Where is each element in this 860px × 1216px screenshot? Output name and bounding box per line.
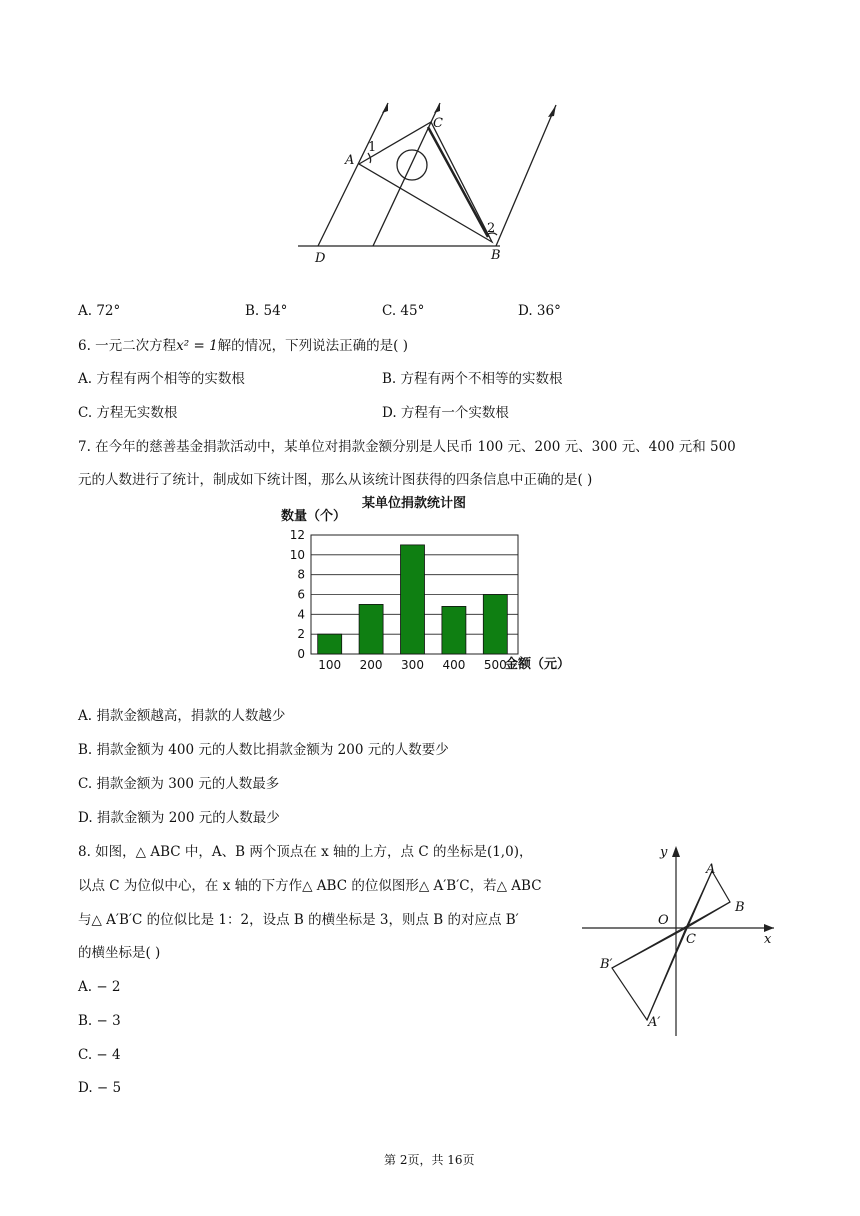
q7-option-b: B. 捐款金额为 400 元的人数比捐款金额为 200 元的人数要少 (78, 742, 449, 758)
q6-stem-prefix: 6. 一元二次方程 (78, 338, 177, 354)
q5-option-a: A. 72° (78, 303, 121, 319)
q8-label-A: A (706, 862, 716, 877)
q7-option-c: C. 捐款金额为 300 元的人数最多 (78, 776, 280, 792)
chart-bar-400 (442, 606, 466, 654)
q5-option-b: B. 54° (245, 303, 288, 319)
q7-option-d: D. 捐款金额为 200 元的人数最少 (78, 810, 280, 826)
q8-option-d: D. − 5 (78, 1080, 122, 1096)
q6-stem (78, 336, 408, 356)
chart-ytick-label: 12 (289, 528, 305, 542)
chart-ytick-label: 2 (297, 627, 305, 642)
q6-option-c: C. 方程无实数根 (78, 405, 178, 421)
q7-stem-line2: 元的人数进行了统计，制成如下统计图，那么从该统计图获得的四条信息中正确的是( ) (78, 472, 593, 488)
q8-figure (578, 840, 788, 1040)
chart-ytick-label: 6 (297, 587, 305, 602)
q8-stem-line1: 8. 如图，△ ABC 中，A、B 两个顶点在 x 轴的上方，点 C 的坐标是(1,0)， (78, 844, 533, 860)
chart-bar-200 (359, 604, 383, 654)
q5-label-1: 1 (368, 140, 377, 155)
q7-option-a: A. 捐款金额越高，捐款的人数越少 (78, 708, 286, 724)
q5-label-C: C (433, 116, 443, 131)
q8-label-A-prime: A′ (648, 1015, 661, 1030)
q8-label-B-prime: B′ (600, 957, 613, 972)
chart-xtick-label: 200 (359, 658, 383, 672)
chart-bar-100 (318, 634, 342, 654)
q6-stem-suffix: 解的情况，下列说法正确的是( ) (217, 338, 409, 354)
chart-ytick-label: 4 (297, 607, 305, 622)
q8-option-a: A. − 2 (78, 979, 121, 995)
chart-ytick-label: 0 (297, 647, 305, 661)
q5-label-A: A (345, 153, 355, 168)
q6-option-d: D. 方程有一个实数根 (382, 405, 509, 421)
chart-bar-300 (401, 545, 425, 654)
q8-label-B: B (735, 900, 745, 915)
q8-option-c: C. − 4 (78, 1047, 121, 1063)
chart-xtick-label: 300 (401, 658, 424, 672)
chart-ylabel: 数量（个） (281, 509, 347, 524)
q5-label-D: D (315, 251, 326, 266)
q8-stem-line2: 以点 C 为位似中心，在 x 轴的下方作△ ABC 的位似图形△ A′B′C，若△ ABC (78, 878, 542, 894)
chart-xlabel: 金额（元） (505, 657, 571, 672)
chart-title: 某单位捐款统计图 (362, 496, 467, 511)
q8-label-y: y (660, 845, 668, 860)
q5-option-c: C. 45° (382, 303, 425, 319)
q6-stem-math: x² = 1 (176, 338, 218, 354)
q5-label-B: B (491, 248, 501, 263)
q8-label-C: C (686, 932, 696, 947)
q8-label-O: O (658, 913, 669, 928)
page-footer: 第 2页，共 16页 (384, 1153, 475, 1167)
q5-option-d: D. 36° (518, 303, 561, 319)
q7-stem-line1: 7. 在今年的慈善基金捐款活动中，某单位对捐款金额分别是人民币 100 元、200 元、300 元、400 元和 500 (78, 439, 736, 455)
q6-option-b: B. 方程有两个不相等的实数根 (382, 371, 563, 387)
q8-stem-line4: 的横坐标是( ) (78, 945, 161, 961)
chart-xtick-label: 100 (318, 658, 342, 672)
chart-ytick-label: 10 (289, 547, 305, 562)
chart-xtick-label: 500 (483, 658, 507, 672)
q8-option-b: B. − 3 (78, 1013, 121, 1029)
chart-xtick-label: 400 (442, 658, 466, 672)
q8-label-x: x (764, 932, 772, 947)
q6-option-a: A. 方程有两个相等的实数根 (78, 371, 245, 387)
q8-stem-line3: 与△ A′B′C 的位似比是 1：2，设点 B 的横坐标是 3，则点 B 的对应点 B′ (78, 912, 519, 928)
donation-bar-chart (270, 492, 590, 677)
chart-bar-500 (483, 595, 507, 655)
q5-label-2: 2 (487, 221, 496, 236)
q5-figure (290, 95, 580, 270)
chart-ytick-label: 8 (297, 567, 305, 582)
